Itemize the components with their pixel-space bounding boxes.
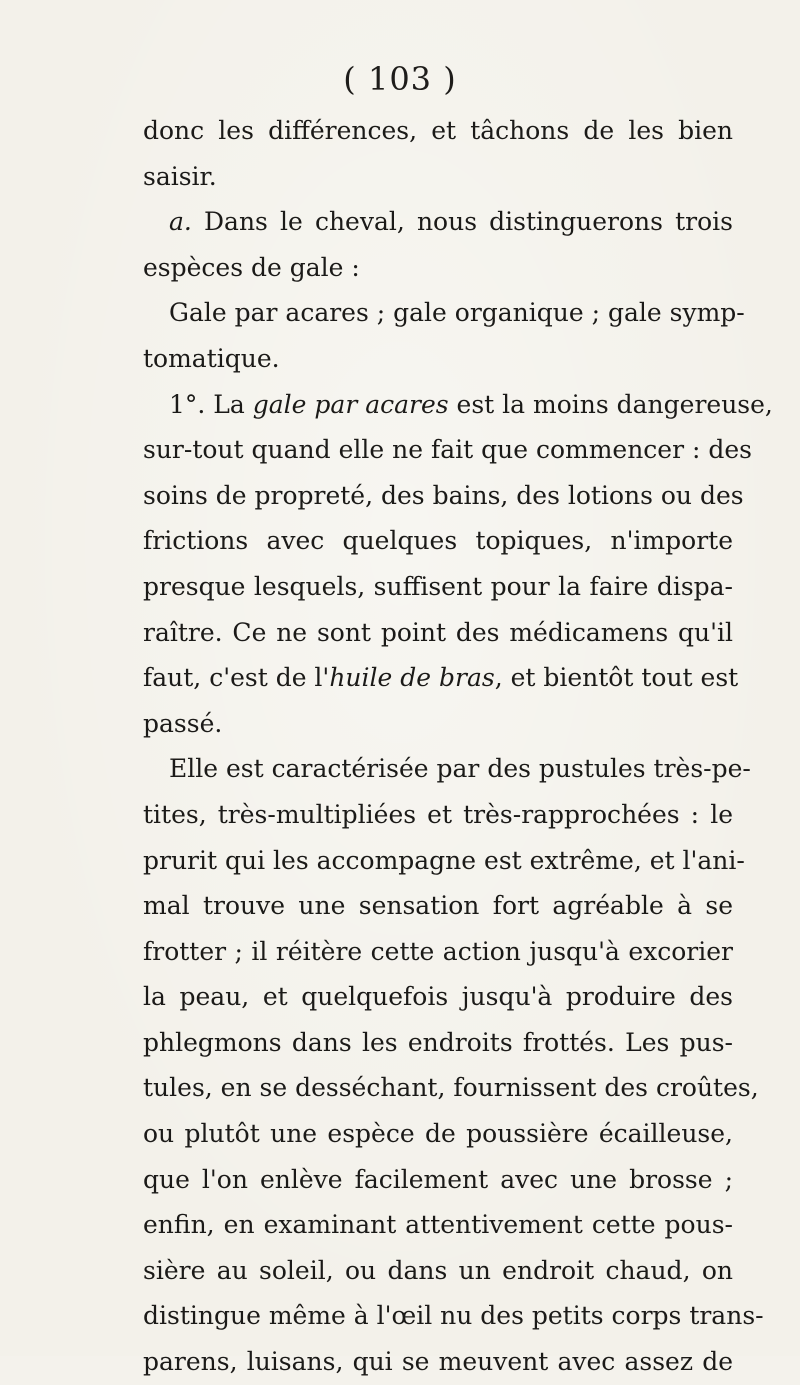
text-line: frictions avec quelques topiques, n'importe	[143, 526, 733, 556]
text-line: donc les différences, et tâchons de les bien	[143, 116, 733, 145]
text-line: sur-tout quand elle ne fait que commencer : des	[143, 435, 752, 465]
text-line: Gale par acares ; gale organique ; gale symp-	[169, 298, 745, 328]
text-line: frotter ; il réitère cette action jusqu'à excorier	[143, 936, 733, 966]
text-line: prurit qui les accompagne est extrême, et l'ani-	[143, 845, 745, 875]
text-line: enfin, en examinant attentivement cette pous-	[143, 1210, 733, 1240]
text-line: mal trouve une sensation fort agréable à se	[143, 891, 733, 921]
text-line: parens, luisans, qui se meuvent avec assez de	[143, 1347, 733, 1377]
text-line: 1°. La gale par acares est la moins dangereuse,	[169, 389, 773, 419]
text-line: phlegmons dans les endroits frottés. Les pus-	[143, 1027, 733, 1057]
text-line: faut, c'est de l'huile de bras, et bientôt tout est	[143, 663, 739, 693]
text-line: raître. Ce ne sont point des médicamens qu'il	[143, 617, 733, 647]
text-line: tules, en se desséchant, fournissent des croûtes,	[143, 1073, 759, 1103]
text-line: distingue même à l'œil nu des petits corps trans-	[143, 1301, 764, 1331]
text-line: espèces de gale :	[143, 252, 360, 282]
text-line: la peau, et quelquefois jusqu'à produire des	[143, 982, 733, 1012]
text-line: Elle est caractérisée par des pustules très-pe-	[169, 754, 751, 784]
text-line: a. Dans le cheval, nous distinguerons trois	[169, 207, 733, 237]
page-number-header: ( 103 )	[343, 60, 457, 98]
text-line: soins de propreté, des bains, des lotions ou des	[143, 480, 744, 510]
text-line: sière au soleil, ou dans un endroit chaud, on	[143, 1255, 733, 1285]
text-line: saisir.	[143, 161, 217, 191]
text-line: tomatique.	[143, 343, 280, 373]
text-line: tites, très-multipliées et très-rapprochées : le	[143, 799, 733, 829]
text-line: presque lesquels, suffisent pour la faire dispa-	[143, 571, 733, 601]
text-line: que l'on enlève facilement avec une brosse ;	[143, 1164, 733, 1194]
body-text	[143, 108, 773, 1385]
text-line: passé.	[143, 708, 223, 738]
text-line: ou plutôt une espèce de poussière écailleuse,	[143, 1119, 733, 1149]
